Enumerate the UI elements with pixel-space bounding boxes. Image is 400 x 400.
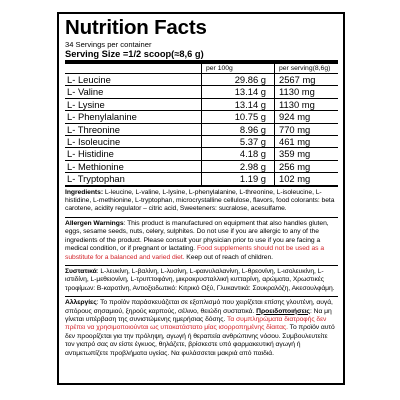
divider (65, 296, 338, 297)
header-per-serving: per serving(8,6g) (275, 64, 339, 74)
row-per-serving: 924 mg (275, 111, 339, 123)
row-per-serving: 102 mg (275, 173, 339, 185)
allergen-red-text: Food supplements should not be used as a substitute for a balanced and varied diet. (65, 245, 325, 261)
greek-allergen-heading: Αλλεργίες (65, 299, 97, 307)
divider (65, 217, 338, 218)
row-per-100g: 4.18 g (202, 148, 275, 160)
greek-ingredients-paragraph (65, 268, 338, 293)
header-per-100g: per 100g (202, 64, 275, 74)
greek-allergen-red-text: Τα συμπληρώματα διατροφής δεν πρέπει να χρησιμοποιούνται ως υποκατάστατο μίας ισορροπημένης δίαιτας. (65, 315, 327, 332)
greek-allergen-text3: Το προϊόν αυτό δεν προορίζεται για την πρόληψη, αγωγή ή θεραπεία ανθρώπινης νόσου. Συμβουλευτείτε τον γιατρό σας αν είστε έγκυος, θηλάζετε, βρίσκεστε υπό φαρμακευτική αγωγή ή αντιμετωπίζετε προβλήματα υγείας. Να φυλάσσεται μακριά από παιδιά. (65, 324, 335, 357)
row-per-100g: 13.14 g (202, 98, 275, 110)
row-per-100g: 8.96 g (202, 123, 275, 135)
row-name: L- Valine (65, 86, 202, 98)
row-per-100g: 29.86 g (202, 74, 275, 86)
row-per-100g: 10.75 g (202, 111, 275, 123)
row-name: L- Leucine (65, 74, 202, 86)
table-bottom-divider (65, 185, 338, 187)
allergen-heading: Allergen Warnings (65, 219, 124, 227)
row-per-100g: 5.37 g (202, 136, 275, 148)
allergen-tail: Keep out of reach of children. (184, 253, 273, 261)
row-name: L- Lysine (65, 98, 202, 110)
greek-allergen-paragraph (65, 299, 338, 358)
table-row (65, 86, 338, 98)
label-title: Nutrition Facts (65, 16, 207, 39)
header-name (65, 64, 202, 74)
row-per-100g: 2.98 g (202, 160, 275, 172)
servings-per-container: 34 Servings per container (65, 40, 152, 49)
nutrition-label (57, 12, 345, 385)
table-row (65, 74, 338, 86)
ingredients-heading: Ingredients: (65, 188, 104, 196)
row-name: L- Isoleucine (65, 136, 202, 148)
table-row (65, 136, 338, 148)
row-name: L- Histidine (65, 148, 202, 160)
amino-acid-table (65, 64, 338, 185)
row-per-serving: 1130 mg (275, 98, 339, 110)
greek-ingredients-heading: Συστατικά (65, 267, 97, 275)
table-row (65, 148, 338, 160)
table-row (65, 173, 338, 185)
greek-caution-heading: Προειδοποιήσεις (256, 307, 311, 315)
row-name: L- Methionine (65, 160, 202, 172)
table-row (65, 98, 338, 110)
table-row (65, 123, 338, 135)
allergen-text: : This product is manufactured on equipment that also handles gluten, eggs, sesame seeds, nuts, celery, sulphites. Do not use if you are allergic to any of the ingredients of the product. Please consult your physician prior to use if you are facing a medical condition, or if pregnant or lactating. (65, 219, 329, 253)
ingredients-text: L-leucine, L-valine, L-lysine, L-phenylalanine, L-threonine, L-isoleucine, L-histidine, L-methionine, L-tryptophan, microcrystalline cellulose, flavors, food colorants: beta carotene, acidity regulator – citric acid, Sweeteners: sucralose, acesulfame. (65, 188, 335, 213)
greek-allergen-text1: : Το προϊόν παράσκευάζεται σε εξοπλισμό που χειρίζεται επίσης γλουτένη, αυγά, σπόρους σησαμιού, ξηρούς καρπούς, σέλινο, θειώδη συστατικά. (65, 299, 333, 315)
row-per-serving: 770 mg (275, 123, 339, 135)
greek-ingredients-text: : L-λευκίνη, L-βαλίνη, L-λυσίνη, L-φαινυλαλανίνη, L-θρεονίνη, L-ισολευκίνη, L-ιστιδίνη, L-μεθειονίνη, L-τρυπτοφάνη, μικροκρυσταλλική κυτταρίνη, αρώματα, Χρωστικές τροφίμων: Β-καροτίνη, Αντιοξειδωτικό: Κιτρικό Οξύ, Γλυκαντικά: Σουκραλόζη, Ακεσουλφάμη. (65, 267, 335, 292)
row-per-100g: 1.19 g (202, 173, 275, 185)
row-per-serving: 461 mg (275, 136, 339, 148)
row-name: L- Phenylalanine (65, 111, 202, 123)
divider (65, 265, 338, 266)
table-header-row (65, 64, 338, 74)
row-per-100g: 13.14 g (202, 86, 275, 98)
table-row (65, 111, 338, 123)
allergen-paragraph (65, 220, 338, 262)
row-per-serving: 359 mg (275, 148, 339, 160)
row-name: L- Tryptophan (65, 173, 202, 185)
row-per-serving: 2567 mg (275, 74, 339, 86)
row-name: L- Threonine (65, 123, 202, 135)
table-row (65, 160, 338, 172)
row-per-serving: 256 mg (275, 160, 339, 172)
row-per-serving: 1130 mg (275, 86, 339, 98)
serving-size: Serving Size =1/2 scoop(≈8,6 g) (65, 49, 204, 59)
greek-allergen-text2: : Να μη γίνεται υπέρβαση της συνιστώμενης ημερήσιας δόσης. (65, 307, 332, 323)
ingredients-paragraph (65, 189, 338, 214)
